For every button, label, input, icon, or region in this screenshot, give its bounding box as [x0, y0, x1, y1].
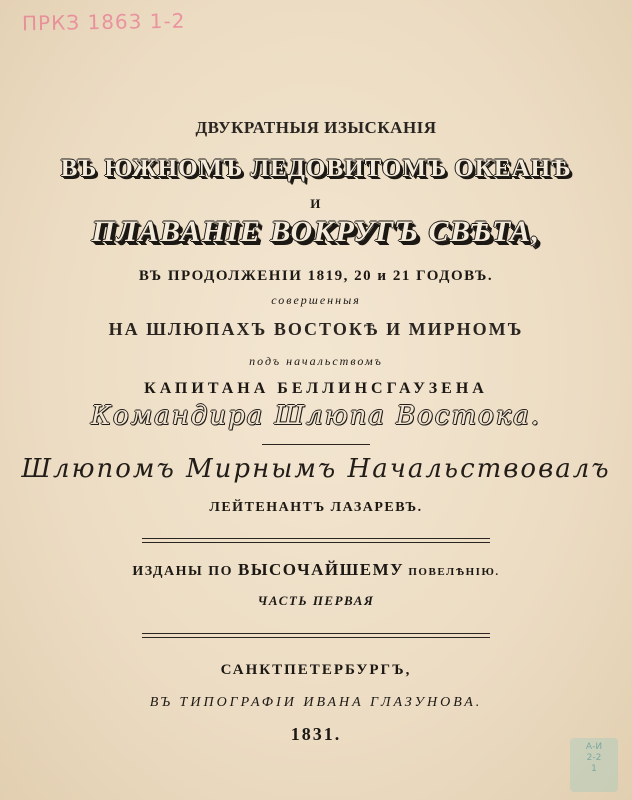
title-line-6: совершенныя	[271, 293, 361, 307]
stamp-text: А-И 2-2 1	[585, 742, 603, 774]
divider-rule	[262, 444, 370, 445]
double-divider	[142, 538, 490, 543]
publication-prefix: ИЗДАНЫ ПО	[132, 564, 238, 579]
title-conjunction: И	[310, 196, 322, 211]
title-line-5: ВЪ ПРОДОЛЖЕНІИ 1819, 20 и 21 ГОДОВЪ.	[138, 268, 494, 284]
title-line-7: НА ШЛЮПАХЪ ВОСТОКѢ И МИРНОМЪ	[108, 319, 524, 339]
title-line-1: ДВУКРАТНЫЯ ИЗЫСКАНІЯ	[195, 118, 437, 137]
title-line-2: ВЪ ЮЖНОМЪ ЛЕДОВИТОМЪ ОКЕАНѢ	[60, 155, 572, 182]
title-line-10: Командира Шлюпа Востока.	[90, 401, 542, 431]
publication-line	[0, 560, 632, 580]
double-divider-2	[142, 633, 490, 638]
title-line-12: ЛЕЙТЕНАНТЪ ЛАЗАРЕВЪ.	[209, 500, 423, 515]
pencil-shelfmark: ПРКЗ 1863 1-2	[21, 8, 186, 36]
title-line-9: КАПИТАНА БЕЛЛИНСГАУЗЕНА	[144, 380, 488, 397]
imprint-printer: ВЪ ТИПОГРАФІИ ИВАНА ГЛАЗУНОВА.	[149, 695, 483, 710]
title-line-8: подъ начальствомъ	[249, 354, 383, 368]
publication-suffix: ПОВЕЛѢНІЮ.	[404, 566, 500, 578]
title-line-4: ПЛАВАНІЕ ВОКРУГЪ СВѢТА,	[91, 215, 541, 248]
title-line-11: Шлюпомъ Мирнымъ Начальствовалъ	[21, 454, 611, 484]
imprint-city: САНКТПЕТЕРБУРГЪ,	[220, 662, 412, 678]
library-stamp	[570, 738, 618, 792]
publication-emphasis: ВЫСОЧАЙШЕМУ	[238, 560, 405, 579]
part-label: ЧАСТЬ ПЕРВАЯ	[257, 593, 375, 608]
imprint-year: 1831.	[290, 724, 342, 744]
